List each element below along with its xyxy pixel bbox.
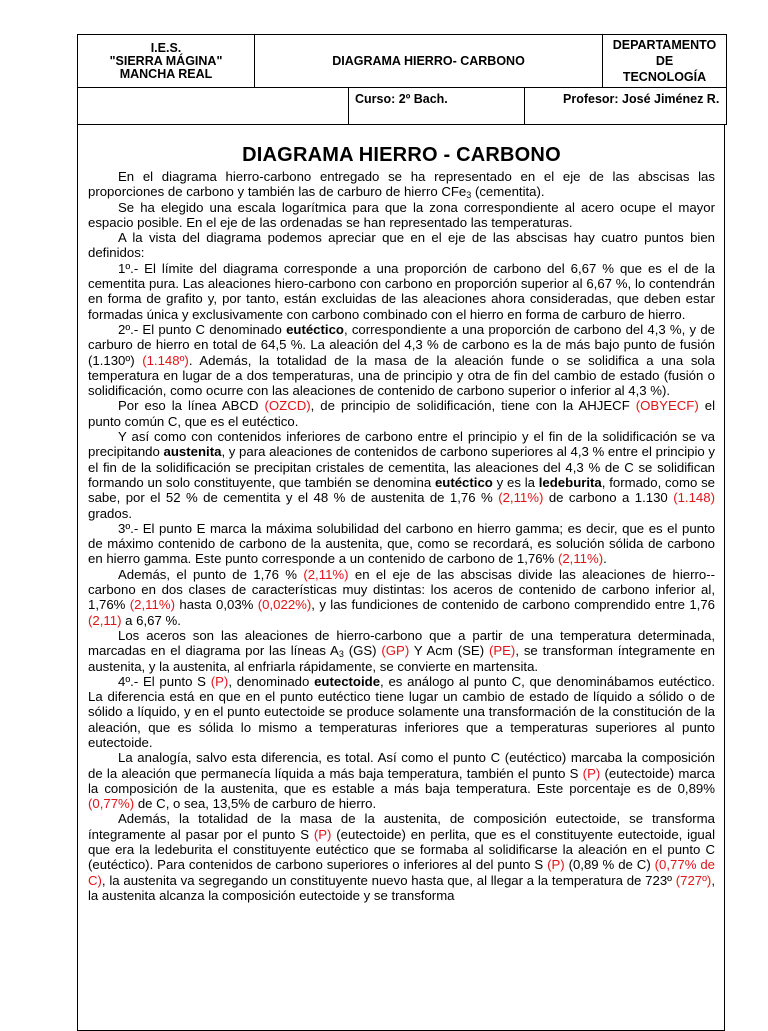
paragraph-point-1: 1º.- El límite del diagrama corresponde a una proporción de carbono del 6,67 % que es el de la cementita pura. Las aleaciones hiero-carbono con carbono en proporción superior al 6,67 %, lo contendrán en forma de grafito y, por tanto, están excluidas de las aleaciones ahora consideradas, que deben estar formadas única y exclusivamente con carbono combinado con el hierro en forma de carburo de hierro. xyxy=(88,260,715,322)
text-run: Además, el punto de 1,76 % xyxy=(118,566,304,582)
school-name-line2: "SIERRA MÁGINA" xyxy=(109,53,223,68)
red-annotation: (727º) xyxy=(675,872,712,888)
red-annotation: (P) xyxy=(210,673,229,689)
text-run: , la austenita alcanza la composición eutectoide y se transforma xyxy=(88,872,715,903)
header-table xyxy=(77,34,727,125)
subscript: 3 xyxy=(338,649,344,660)
paragraph-steels xyxy=(88,628,715,674)
document-body xyxy=(88,143,715,903)
text-run: Y Acm (SE) xyxy=(409,643,489,659)
text-run: Por eso la línea ABCD xyxy=(118,398,265,414)
paragraph-solidification xyxy=(88,429,715,521)
text-run: . xyxy=(603,551,607,567)
text-run: , formado, como se sabe, por el 52 % de cementita y el 48 % de austenita de 1,76 % xyxy=(88,474,715,506)
paragraph-intro xyxy=(88,169,715,200)
text-run: (eutectoide) en perlita, que es el constituyente eutectoide, igual que era la ledeburita el constituyente eutéctico que se formaba al solidificarse la aleación en el punto C (eutéctico). Para contenidos de carbono superiores o inferiores al del punto S xyxy=(88,826,716,873)
text-run: , y las fundiciones de contenido de carbono comprendido entre 1,76 xyxy=(311,597,716,613)
text-run: , se transforman íntegramente en austenita, y la austenita, al enfriarla rápidamente, se convierte en martensita. xyxy=(88,643,715,674)
bold-term: ledeburita xyxy=(538,474,602,490)
text-run: Los aceros son las aleaciones de hierro-carbono que a partir de una temperatura determinada, marcadas en el diagrama por las líneas A xyxy=(88,627,715,659)
red-annotation: (2,11%) xyxy=(498,490,544,506)
paragraph-scale: Se ha elegido una escala logarítmica para que la zona correspondiente al acero ocupe el mayor espacio posible. En el eje de las ordenadas se han representado las temperaturas. xyxy=(88,199,715,230)
department-line3: TECNOLOGÍA xyxy=(622,70,707,84)
text-run: (eutectoide) marca la composición de la austenita, que es estable a más baja temperatura. Este porcentaje es de 0,89% xyxy=(88,765,715,796)
bold-term: austenita xyxy=(163,444,222,460)
text-run: el punto común C, que es el eutéctico. xyxy=(88,398,715,429)
text-run: y es la xyxy=(492,474,539,490)
red-annotation: (0,77% de C) xyxy=(88,857,716,888)
bold-term: eutéctico xyxy=(286,321,344,337)
text-run: , y para aleaciones de contenidos de carbono superiores al 4,3 % entre el principio y el fin de la solidificación se precipitan cristales de cementita, las aleaciones del 4,3 % de C se solidifican formando un solo constituyente, que también se denomina xyxy=(88,444,715,490)
document-page xyxy=(77,34,726,1024)
text-run: 4º.- El punto S xyxy=(118,673,211,689)
bold-term: eutéctico xyxy=(434,474,493,490)
text-run: grados. xyxy=(88,505,132,521)
text-run: en el eje de las abscisas divide las aleaciones de hierro--carbono en dos clases de características muy distintas: los aceros de contenido de carbono inferior al, 1,76% xyxy=(88,566,716,613)
red-annotation: (P) xyxy=(582,765,601,781)
text-run: , de principio de solidificación, tiene con la AHJECF xyxy=(310,398,636,414)
text-run: , es análogo al punto C, que denominábamos eutéctico. La diferencia está en que en el punto eutéctico tiene lugar un cambio de estado de líquido a sólido o de sólido a líquido, y en el punto eutectoide se produce solamente una transformación de la constitución de la aleación, que es sólida lo mismo a temperaturas inferiores que a temperaturas superiores al punto eutectoide. xyxy=(88,673,715,750)
red-annotation: (GP) xyxy=(381,643,410,659)
text-run: a 6,67 %. xyxy=(121,612,181,628)
red-annotation: (0,022%) xyxy=(257,597,312,613)
text-run: , la austenita va segregando un constituyente nuevo hasta que, al llegar a la temperatura de 723º xyxy=(101,872,676,888)
document-title: DIAGRAMA HIERRO - CARBONO xyxy=(242,144,561,166)
doc-title-cell xyxy=(255,35,603,88)
red-annotation: (0,77%) xyxy=(88,796,135,812)
red-annotation: (2,11%) xyxy=(557,551,604,567)
red-annotation: (OZCD) xyxy=(264,398,311,414)
subscript: 3 xyxy=(466,190,472,201)
text-run: Además, la totalidad de la masa de la austenita, de composición eutectoide, se transforma íntegramente al pasar por el punto S xyxy=(88,811,715,842)
department-cell xyxy=(603,35,727,88)
course-cell xyxy=(349,88,525,125)
red-annotation: (OBYECF) xyxy=(635,398,699,414)
paragraph-analogy xyxy=(88,750,715,811)
header-doc-title: DIAGRAMA HIERRO- CARBONO xyxy=(332,54,525,68)
teacher-label: Profesor: José Jiménez R. xyxy=(563,92,720,106)
paragraph-abscissa-division xyxy=(88,567,715,628)
red-annotation: (P) xyxy=(547,857,565,873)
paragraph-point-3 xyxy=(88,521,715,567)
text-run: , correspondiente a una proporción de carbono del 4,3 %, y de carburo de hierro en total de 64,5 %. La aleación del 4,3 % de carbono es la de más bajo punto de fusión (1.130º) xyxy=(88,321,715,368)
blank-cell xyxy=(78,88,349,125)
red-annotation: (2,11) xyxy=(88,612,122,628)
red-annotation: (P) xyxy=(313,826,332,842)
paragraph-point-2 xyxy=(88,322,715,398)
department-line1: DEPARTAMENTO xyxy=(612,38,717,52)
paragraph-perlite xyxy=(88,811,715,903)
red-annotation: (1.148º) xyxy=(142,352,189,368)
department-line2: DE xyxy=(655,54,674,68)
text-run: (cementita). xyxy=(471,184,545,200)
red-annotation: (1.148) xyxy=(673,490,715,506)
text-run: de carbono a 1.130 xyxy=(543,490,674,506)
red-annotation: (2,11%) xyxy=(129,597,175,613)
red-annotation: (2,11%) xyxy=(303,566,349,582)
content-box xyxy=(77,125,725,1031)
school-cell xyxy=(78,35,255,88)
red-annotation: (PE) xyxy=(488,643,516,659)
text-run: , denominado xyxy=(228,673,315,689)
text-run: En el diagrama hierro-carbono entregado se ha representado en el eje de las abscisas las proporciones de carbono y también las de carburo de hierro CFe xyxy=(88,169,715,200)
school-name-line1: I.E.S. xyxy=(150,40,182,55)
text-run: (GS) xyxy=(343,643,382,659)
text-run: de C, o sea, 13,5% de carburo de hierro. xyxy=(134,796,377,812)
teacher-cell xyxy=(525,88,727,125)
text-run: hasta 0,03% xyxy=(174,597,258,613)
text-run: . Además, la totalidad de la masa de la aleación funde o se solidifica a una sola temperatura en lugar de a dos temperaturas, una de principio y otra de fin del cambio de estado (fusión o solidificación, como ocurre con las aleaciones de contenido de carbono superior o inferior al 4,3 %). xyxy=(88,352,716,399)
text-run: Y así como con contenidos inferiores de carbono entre el principio y el fin de la solidificación se va precipitando xyxy=(88,429,715,460)
paragraph-point-4 xyxy=(88,674,715,750)
paragraph-line-abcd xyxy=(88,398,715,429)
course-label: Curso: 2º Bach. xyxy=(355,92,448,106)
text-run: 3º.- El punto E marca la máxima solubilidad del carbono en hierro gamma; es decir, que es el punto de máximo contenido de carbono de la austenita, que, como se recordará, es solución sólida de carbono en hierro gamma. Este punto corresponde a un contenido de carbono de 1,76% xyxy=(88,520,715,567)
paragraph-points: A la vista del diagrama podemos apreciar que en el eje de las abscisas hay cuatro puntos bien definidos: xyxy=(88,230,715,261)
school-name-line3: MANCHA REAL xyxy=(119,66,213,81)
bold-term: eutectoide xyxy=(314,673,381,689)
text-run: (0,89 % de C) xyxy=(564,857,655,873)
text-run: La analogía, salvo esta diferencia, es total. Así como el punto C (eutéctico) marcaba la composición de la aleación que permanecía líquida a más baja temperatura, también el punto S xyxy=(88,750,715,781)
text-run: 2º.- El punto C denominado xyxy=(118,321,287,337)
